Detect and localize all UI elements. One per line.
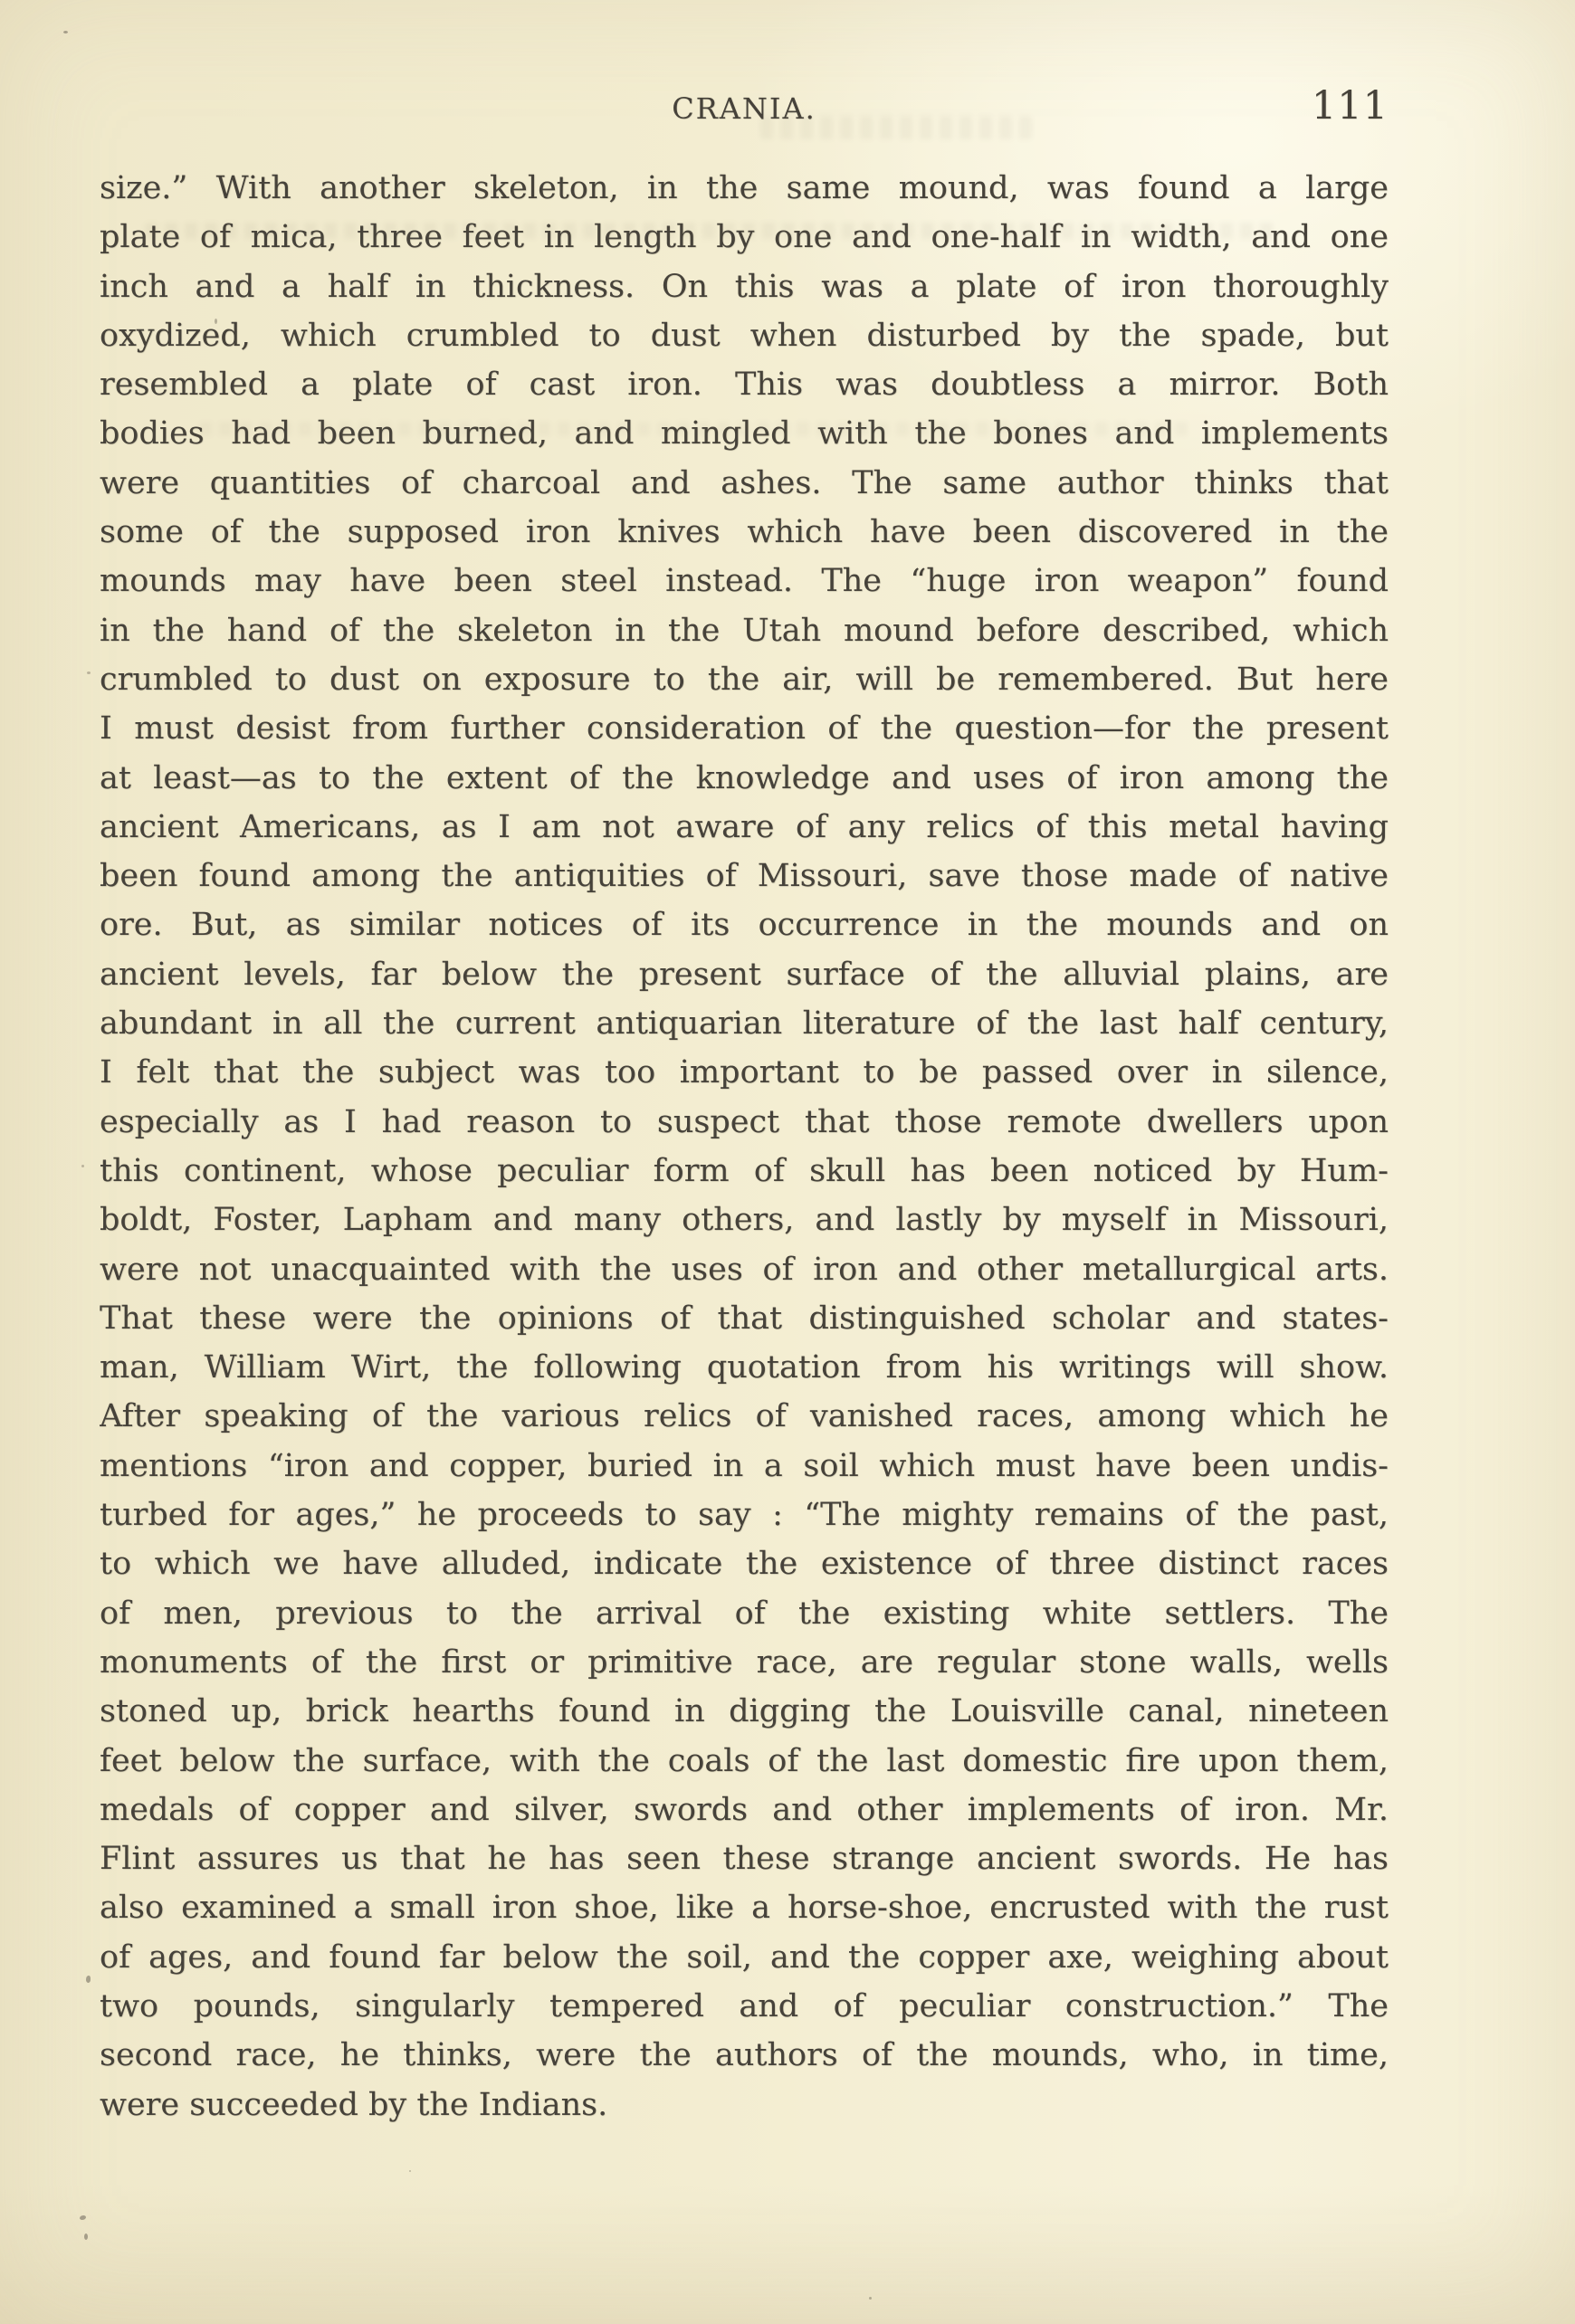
text-line: turbed for ages,” he proceeds to say : “The mighty remains of the past, (100, 1497, 1389, 1534)
text-line: ancient Americans, as I am not aware of any relics of this metal having (100, 808, 1389, 845)
text-line: of ages, and found far below the soil, and the copper axe, weighing about (100, 1938, 1389, 1976)
text-line: in the hand of the skeleton in the Utah mound before described, which (100, 612, 1389, 649)
body-text (100, 164, 1389, 2129)
text-line: monuments of the first or primitive race, are regular stone walls, wells (100, 1643, 1389, 1681)
text-line: crumbled to dust on exposure to the air, will be remembered. But here (100, 661, 1389, 698)
text-line: were not unacquainted with the uses of iron and other metallurgical arts. (100, 1251, 1389, 1288)
text-line: feet below the surface, with the coals of the last domestic fire upon them, (100, 1742, 1389, 1779)
text-line: I felt that the subject was too important to be passed over in silence, (100, 1054, 1389, 1091)
text-line: bodies had been burned, and mingled with the bones and implements (100, 415, 1389, 452)
text-line: mentions “iron and copper, buried in a soil which must have been undis- (100, 1447, 1389, 1484)
text-line: medals of copper and silver, swords and other implements of iron. Mr. (100, 1791, 1389, 1828)
ink-speck (63, 31, 68, 33)
text-line: size.” With another skeleton, in the same mound, was found a large (100, 170, 1389, 206)
ink-speck (869, 2297, 872, 2300)
text-line: abundant in all the current antiquarian literature of the last half century, (100, 1005, 1389, 1043)
text-line: some of the supposed iron knives which have been discovered in the (100, 514, 1389, 551)
text-line: Flint assures us that he has seen these strange ancient swords. He has (100, 1841, 1389, 1878)
running-title: CRANIA. (672, 91, 816, 126)
ink-speck (87, 671, 91, 674)
text-line: were quantities of charcoal and ashes. The same author thinks that (100, 464, 1389, 501)
text-line: resembled a plate of cast iron. This was doubtless a mirror. Both (100, 367, 1389, 404)
ink-speck (86, 1976, 91, 1983)
text-line: I must desist from further consideration of the question—for the present (100, 710, 1389, 748)
text-line: also examined a small iron shoe, like a horse-shoe, encrusted with the rust (100, 1890, 1389, 1927)
text-line: stoned up, brick hearths found in digging the Louisville canal, nineteen (100, 1693, 1389, 1730)
text-line: inch and a half in thickness. On this was a plate of iron thoroughly (100, 268, 1389, 305)
text-line: second race, he thinks, were the authors of the mounds, who, in time, (100, 2037, 1389, 2074)
ink-speck (81, 1165, 84, 1167)
text-line: been found among the antiquities of Missouri, save those made of native (100, 858, 1389, 895)
text-line: That these were the opinions of that distinguished scholar and states- (100, 1300, 1389, 1337)
text-line: of men, previous to the arrival of the existing white settlers. The (100, 1595, 1389, 1632)
text-line: to which we have alluded, indicate the existence of three distinct races (100, 1546, 1389, 1583)
text-line: ore. But, as similar notices of its occurrence in the mounds and on (100, 907, 1389, 944)
page-number: 111 (1311, 83, 1389, 129)
ink-speck (80, 2215, 86, 2220)
text-line: After speaking of the various relics of vanished races, among which he (100, 1398, 1389, 1435)
ink-speck (409, 2170, 411, 2172)
text-line: man, William Wirt, the following quotation from his writings will show. (100, 1349, 1389, 1386)
text-line: ancient levels, far below the present surface of the alluvial plains, are (100, 956, 1389, 993)
text-line: this continent, whose peculiar form of skull has been noticed by Hum- (100, 1152, 1389, 1189)
text-line: especially as I had reason to suspect that those remote dwellers upon (100, 1103, 1389, 1140)
text-line: at least—as to the extent of the knowledge and uses of iron among the (100, 759, 1389, 796)
ink-speck (84, 2234, 88, 2240)
text-line: boldt, Foster, Lapham and many others, and lastly by myself in Missouri, (100, 1202, 1389, 1239)
text-line: were succeeded by the Indians. (100, 2086, 608, 2123)
text-line: two pounds, singularly tempered and of peculiar construction.” The (100, 1987, 1389, 2024)
text-line: plate of mica, three feet in length by one and one-half in width, and one (100, 219, 1389, 256)
text-line: oxydized, which crumbled to dust when disturbed by the spade, but (100, 317, 1389, 354)
text-line: mounds may have been steel instead. The “huge iron weapon” found (100, 563, 1389, 600)
